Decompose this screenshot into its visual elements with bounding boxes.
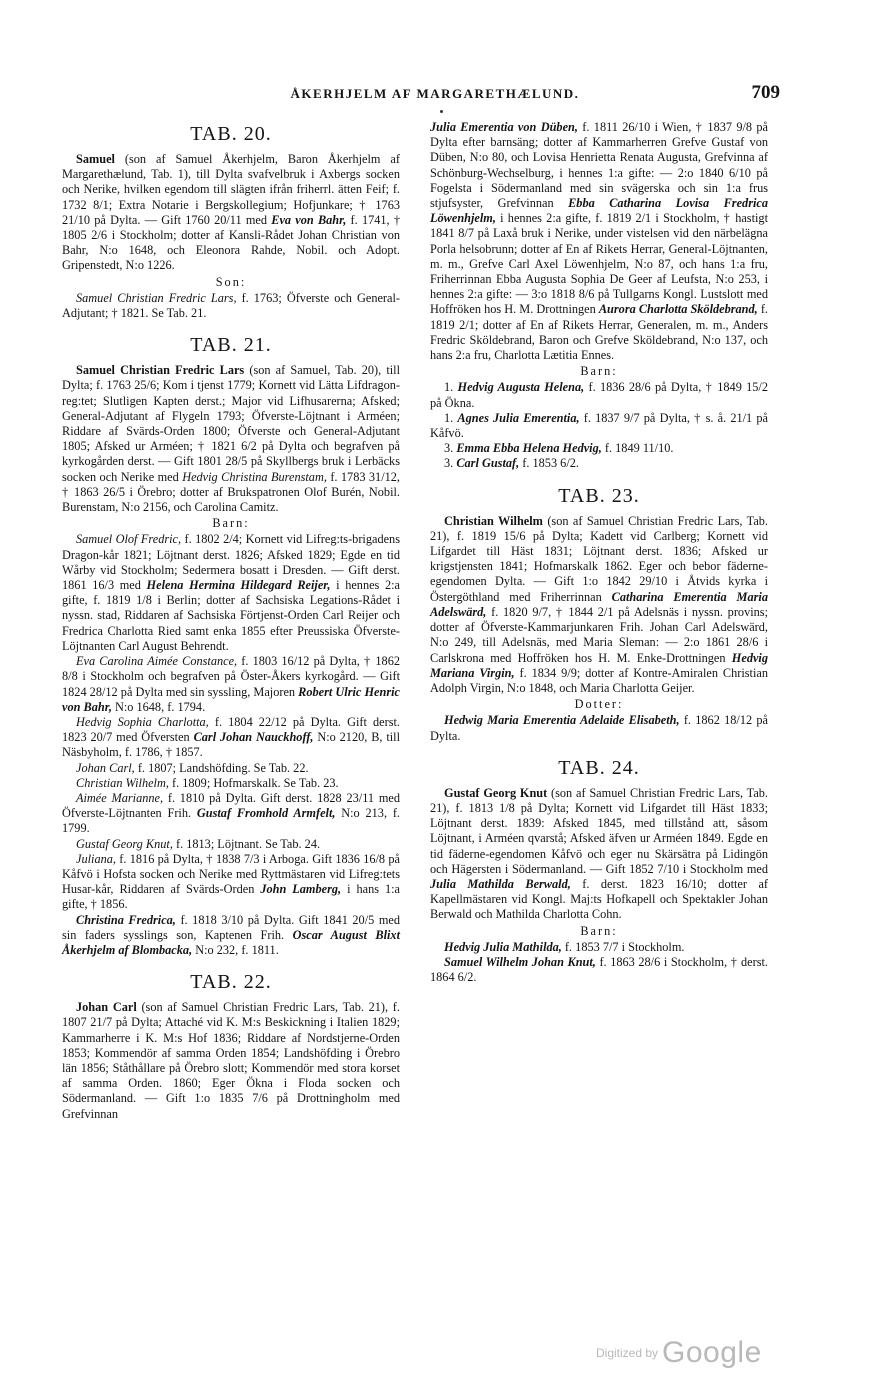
tab-22-children-heading: Barn:: [580, 364, 618, 379]
tab-20-title: TAB. 20.: [190, 123, 272, 145]
child-text: f. 1807; Landshöfding. Se Tab. 22.: [134, 760, 309, 775]
tab-21-child: [62, 761, 400, 776]
tab-23-body: (son af Samuel Christian Fredric Lars, Tab. 21), f. 1819 15/6 på Dylta; Kadett vid Carlberg; Kornett vid Lifgardet till Häst 1831; Löjtnant derst. 1836; Afsked ur krigstjensten 1841; Hofmarskalk 1862. Eger och bebor fäderne-egendomen Dylta. — Gift 1:o 1842 29/10 i Åtvids kyrka i Östergöthland med Friherrinnan: [430, 513, 768, 604]
running-title: ÅKERHJELM AF MARGARETHÆLUND.: [290, 86, 580, 101]
child-text2: N:o 232, f. 1811.: [192, 942, 279, 957]
child-name: Hedvig Julia Mathilda,: [444, 939, 562, 954]
child-text: f. 1813; Löjtnant. Se Tab. 24.: [172, 836, 321, 851]
tab-20-name: Samuel: [76, 152, 115, 166]
tab-22-entry-start: [62, 1000, 400, 1122]
tab-23-entry: [430, 514, 768, 696]
tab-23-daughter: [430, 713, 768, 743]
tab-23-wife1: Catharina Emerentia Maria Adelswärd,: [430, 589, 768, 619]
tab-23-daughter-name: Hedwig Maria Emerentia Adelaide Elisabeth,: [444, 713, 680, 728]
tab-22-wife1: Julia Emerentia von Düben,: [430, 120, 578, 134]
tab-22-body: (son af Samuel Christian Fredric Lars, Tab. 21), f. 1807 21/7 på Dylta; Attaché vid K. M:s Beskickning i Italien 1829; Kammarherre i K. M:s Hof 1836; Riddare af Nordstjerne-Orden 1853; Kommendör af samma Orden 1854; Landshöfding i Örebro län 1856; Ståthållare på Örebro slott; Kommendör med stora korset af samma Orden. 1860; Eger Ökna i Floda socken och Södermanland. — Gift 1:o 1835 7/6 på Drottningholm med Grefvinnan: [62, 1000, 400, 1121]
tab-23-title: TAB. 23.: [558, 484, 640, 507]
tab-21-title: TAB. 21.: [190, 334, 272, 357]
tab-22-body3: i hennes 2:a gifte, f. 1819 2/1 i Stockholm, † hastigt 1841 8/7 på Laxå bruk i Nerike, under vistelsen vid den närbelägna Porla helsobrunn; dotter af En af Rikets Herrar, General-Löjtnanten, m. m., Grefve Carl Axel Löwenhjelm, N:o 87, och hans 1:a fru, Friherrinnan Ebba Augusta Sophia De Geer af Leufsta, N:o 253, i hennes 2:a gifte: — 3:o 1818 8/6 på Tullgarns Kongl. Lustslott med Hoffröken hos H. M. Drottningen: [430, 211, 768, 317]
child-name: Johan Carl,: [76, 760, 135, 775]
child-name: Juliana,: [76, 851, 116, 866]
child-text: f. 1853 7/7 i Stockholm.: [561, 939, 685, 954]
tab-21-child: [62, 837, 400, 852]
tab-23-body3: f. 1834 9/9; dotter af Kontre-Amiralen Christian Adolph Virgin, N:o 1848, och Maria Charlotta Geijer.: [430, 665, 768, 695]
tab-22-child: [430, 411, 768, 441]
child-spouse: Carl Johan Nauckhoff,: [193, 730, 314, 745]
tab-22-body2: f. 1811 26/10 i Wien, † 1837 9/8 på Dylta efter barnsäng; dotter af Kammarherren Grefve Gustaf von Düben, N:o 80, och Lovisa Henrietta Renata Augusta, Grefvinna af Schönburg-Wechselburg, i hennes 1:a gifte: — 2:o 1840 6/10 på Fogelsta i Södermanland med sin svägerska och sin 1:a frus stjufsyster, Grefvinnan: [430, 120, 769, 211]
child-name: Agnes Julia Emerentia,: [457, 410, 580, 425]
child-text: f. 1802 2/4; Kornett vid Lifreg:ts-brigadens Dragon-kår 1821; Löjtnant derst. 1826; Afsked 1829; Egde en tid Wårby vid Stockholm; Sedermera bosatt i Dresden. — Gift derst. 1861 16/3 med: [62, 532, 400, 593]
tab-21-body: (son af Samuel, Tab. 20), till Dylta; f. 1763 25/6; Kom i tjenst 1779; Kornett vid Lätta Lifdragon-reg:tet; Slutligen Kapten derst.; Major vid Lifhusarerna; Afsked; General-Adjutant af Flygeln 1793; Öfverste-Löjtnant i Arméen; Riddare af Svärds-Orden 1800; Öfverste och General-Adjutant 1805; Afsked ur Arméen; † 1821 6/2 på Dylta och begrafven på kyrkogården derst. — Gift 1801 28/5 på Skyllbergs bruk i Lerbäcks socken och Nerike med: [62, 363, 400, 484]
tab-22-body4: f. 1819 2/1; dotter af En af Rikets Herrar, Generalen, m. m., Anders Fredric Sköldebrand, Baron och Grefve Sköldebrand, N:o 137, och hans 2:a fru, Charlotta Lætitia Ennes.: [430, 302, 768, 363]
child-name: Carl Gustaf,: [456, 456, 520, 471]
tab-21-child: [62, 654, 400, 715]
watermark-prefix: Digitized by: [596, 1346, 659, 1360]
child-text: f. 1810 på Dylta. Gift derst. 1828 23/11 med Öfverste-Löjtnanten Frih.: [62, 790, 400, 821]
child-text: f. 1809; Hofmarskalk. Se Tab. 23.: [168, 775, 339, 790]
tab-21-child: [62, 776, 400, 791]
child-spouse: John Lamberg,: [260, 882, 342, 897]
tab-20-body: (son af Samuel Åkerhjelm, Baron Åkerhjelm af Margarethælund, Tab. 1), till Dylta svafvelbruk i Axbergs socken och Nerike, hvilken egendom till slägten ifrån friherrl. ätten Feif; f. 1732 8/1; Extra Notarie i Bergskollegium; Hofjunkare; † 1763 21/10 på Dylta. — Gift 1760 20/11 med: [62, 152, 400, 227]
tab-22-child: [430, 380, 768, 410]
tab-22-wife3: Aurora Charlotta Sköldebrand,: [598, 302, 758, 317]
child-text2: N:o 2120, B, till Näsbyholm, f. 1786, † 1857.: [62, 730, 400, 760]
child-spouse: Robert Ulric Henric von Bahr,: [62, 684, 400, 714]
child-name: Eva Carolina Aimée Constance,: [76, 654, 238, 669]
child-number: 1.: [444, 410, 454, 425]
child-number: 3.: [444, 441, 454, 456]
tab-24-children-heading: Barn:: [580, 923, 618, 938]
tab-22-name: Johan Carl: [76, 1000, 137, 1015]
child-text: f. 1818 3/10 på Dylta. Gift 1841 20/5 med sin faders sysslings son, Kaptenen Frih.: [62, 912, 400, 942]
child-number: 1.: [444, 380, 454, 395]
tab-23-name: Christian Wilhelm: [444, 513, 543, 528]
tab-23-wife2: Hedvig Mariana Virgin,: [430, 650, 768, 680]
child-name: Christian Wilhelm,: [76, 775, 169, 790]
tab-22-children: [430, 380, 768, 471]
tab-21-entry: [62, 363, 400, 515]
tab-24-body: (son af Samuel Christian Fredric Lars, Tab. 21), f. 1813 1/8 på Dylta; Kornett vid Lifgardet till Häst 1833; Löjtnant derst. 1839: Afsked 1845, med tillstånd att, såsom Löjtnant, i Arméen qvarstå; Afsked äfven ur Arméen 1849. Egde en tid fäderne-egendomen Kåfvö och eger nu Skärsätra på Lidingön och Hägersten i Södermanland. — Gift 1852 7/10 i Stockholm med: [430, 785, 769, 876]
child-text2: N:o 1648, f. 1794.: [111, 699, 206, 714]
tab-20-entry: [62, 152, 400, 274]
tab-22-child: [430, 441, 768, 456]
tab-24-children: [430, 940, 768, 986]
tab-21-child: [62, 791, 400, 837]
tab-20-wife: Eva von Bahr,: [271, 212, 347, 227]
child-name: Emma Ebba Helena Hedvig,: [456, 441, 602, 456]
child-name: Aimée Marianne,: [76, 790, 164, 805]
tab-22-child: [430, 456, 768, 471]
tab-24-body2: f. derst. 1823 16/10; dotter af Kapellmästaren vid Kongl. Maj:ts Hofkapell och Spektakler Johan Berwald och Mathilda Charlotta Cohn.: [430, 876, 768, 922]
tab-22-wife2: Ebba Catharina Lovisa Fredrica Löwenhjelm,: [430, 196, 768, 226]
left-column: [62, 118, 400, 1123]
tab-22-title: TAB. 22.: [190, 971, 272, 994]
tab-21-body2: f. 1783 31/12, † 1863 26/5 i Örebro; dotter af Brukspatronen Olof Burén, Nobil. Burenstam, N:o 2156, och Carolina Camitz.: [62, 469, 400, 515]
child-name: Christina Fredrica,: [76, 912, 176, 927]
tab-24-child: [430, 940, 768, 955]
child-text: f. 1863 28/6 i Stockholm, † derst. 1864 6/2.: [430, 954, 768, 985]
right-column: [430, 120, 768, 985]
child-name: Hedvig Augusta Helena,: [457, 380, 585, 395]
child-name: Samuel Wilhelm Johan Knut,: [444, 954, 596, 969]
tab-22-entry-continued: [430, 120, 768, 363]
child-name: Hedvig Sophia Charlotta,: [76, 714, 209, 729]
child-text2: N:o 213, f. 1799.: [62, 806, 400, 836]
child-spouse: Gustaf Fromhold Armfelt,: [196, 806, 336, 821]
tab-20-body2: f. 1741, † 1805 2/6 i Stockholm; dotter af Kansli-Rådet Johan Christian von Bahr, N:o 1648, och Eleonora Rahde, Nobil. och Adopt. Gripenstedt, N:o 1226.: [62, 212, 400, 273]
page-number: 709: [751, 82, 780, 103]
child-text2: i hennes 2:a gifte, f. 1819 1/8 i Berlin; dotter af Sachsiska Legations-Rådet i nyssn. stad, Riddaren af Sachsiska Förtjenst-Orden Carl Reijer och Fredrica Charlotta Ried samt enka 1855 efter Preussiska Öfverste-Löjtnanten Carl August Behrendt.: [62, 578, 400, 653]
child-text: f. 1804 22/12 på Dylta. Gift derst. 1823 20/7 med Öfversten: [62, 714, 400, 745]
tab-24-title: TAB. 24.: [558, 756, 640, 779]
tab-20-son-text: f. 1763; Öfverste och General-Adjutant; † 1821. Se Tab. 21.: [62, 290, 400, 321]
child-text: f. 1849 11/10.: [601, 441, 674, 456]
page-header: [60, 82, 780, 108]
child-name: Gustaf Georg Knut,: [76, 836, 173, 851]
child-text: f. 1837 9/7 på Dylta, † s. å. 21/1 på Kåfvö.: [430, 410, 768, 441]
google-logo: Google: [662, 1336, 762, 1369]
tab-24-child: [430, 955, 768, 985]
tab-21-name: Samuel Christian Fredric Lars: [76, 363, 245, 378]
tab-21-child: [62, 715, 400, 761]
tab-21-wife: Hedvig Christina Burenstam,: [182, 469, 327, 484]
child-text: f. 1836 28/6 på Dylta, † 1849 15/2 på Ökna.: [430, 380, 768, 410]
tab-20-son: [62, 291, 400, 321]
tab-20-son-name: Samuel Christian Fredric Lars,: [76, 290, 237, 305]
tab-21-children: [62, 532, 400, 958]
child-text: f. 1803 16/12 på Dylta, † 1862 8/8 i Stockholm och begrafven på Öster-Åkers kyrkogård. — Gift 1824 28/12 på Dylta med sin syssling, Majoren: [62, 654, 400, 699]
tab-21-children-heading: Barn:: [212, 516, 250, 531]
child-text2: i hans 1:a gifte, † 1856.: [62, 882, 401, 912]
tab-24-wife: Julia Mathilda Berwald,: [430, 876, 571, 891]
print-speck: [440, 110, 443, 113]
child-number: 3.: [444, 456, 454, 471]
child-spouse: Oscar August Blixt Åkerhjelm af Blombacka,: [62, 927, 400, 957]
tab-21-child: [62, 913, 400, 959]
tab-20-son-heading: Son:: [215, 274, 247, 289]
child-name: Samuel Olof Fredric,: [76, 532, 182, 547]
child-spouse: Helena Hermina Hildegard Reijer,: [146, 578, 331, 593]
child-text: f. 1853 6/2.: [519, 456, 579, 471]
child-text: f. 1816 på Dylta, † 1838 7/3 i Arboga. Gift 1836 16/8 på Kåfvö i Hofsta socken och Nerike med Ryttmästaren vid Lifreg:tets Husar-kår, Riddaren af Svärds-Orden: [62, 851, 400, 897]
tab-21-child: [62, 532, 400, 654]
tab-24-name: Gustaf Georg Knut: [444, 785, 548, 800]
tab-24-entry: [430, 786, 768, 923]
tab-23-daughter-heading: Dotter:: [574, 697, 624, 712]
tab-23-daughter-text: f. 1862 18/12 på Dylta.: [430, 713, 768, 743]
tab-23-body2: f. 1820 9/7, † 1844 2/1 på Adelsnäs i nyssn. provins; dotter af Öfverste-Kammarjunkaren Frih. Johan Carl Adelswärd, N:o 249, till Adelsnäs, med Maria Sleman: — 2:o 1861 28/6 i Carlskrona med Hoffröken hos H. M. Enke-Drottningen: [430, 604, 768, 665]
tab-21-child: [62, 852, 400, 913]
digitized-by-google-watermark: [596, 1336, 762, 1376]
